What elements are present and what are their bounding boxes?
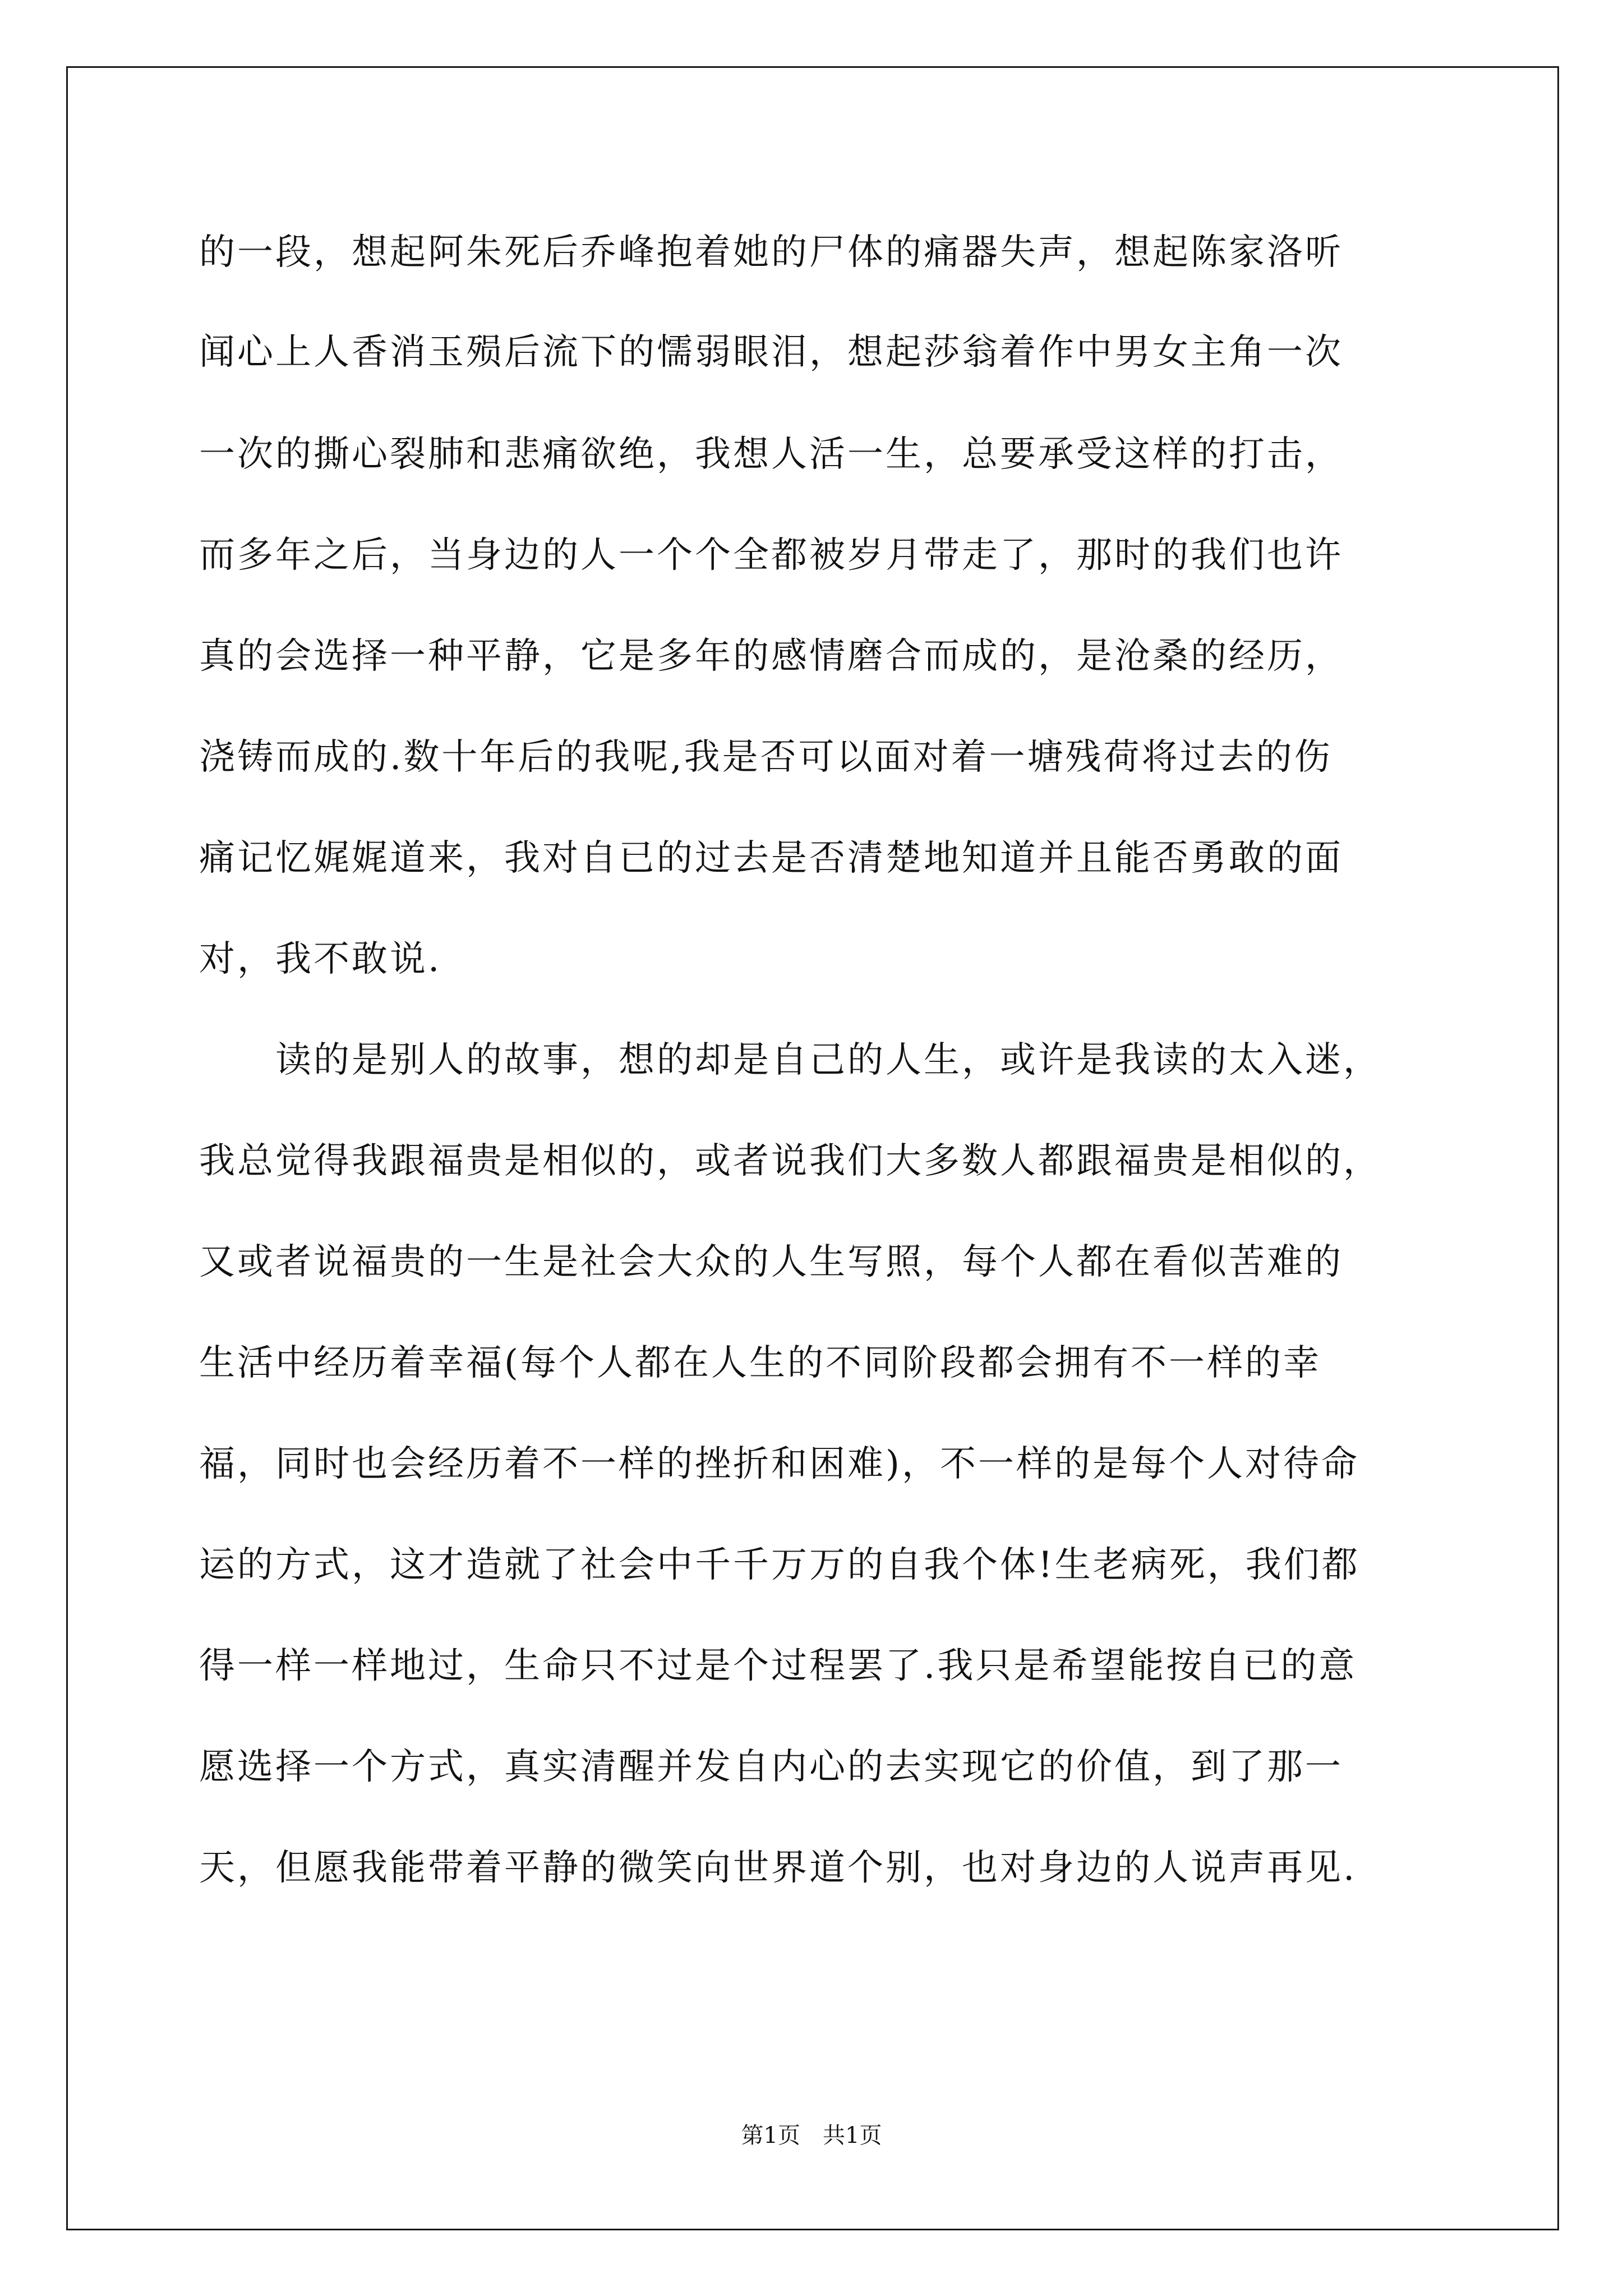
text-line: 而多年之后，当身边的人一个个全都被岁月带走了，那时的我们也许 (199, 535, 1343, 576)
text-line: 的一段，想起阿朱死后乔峰抱着她的尸体的痛器失声，想起陈家洛听 (199, 232, 1343, 273)
text-line: 天，但愿我能带着平静的微笑向世界道个别，也对身边的人说声再见. (199, 1847, 1357, 1889)
text-line: 生活中经历着幸福(每个人都在人生的不同阶段都会拥有不一样的幸 (199, 1342, 1321, 1384)
text-line: 浇铸而成的.数十年后的我呢,我是否可以面对着一塘残荷将过去的伤 (199, 737, 1332, 778)
text-line: 得一样一样地过，生命只不过是个过程罢了.我只是希望能按自已的意 (199, 1645, 1357, 1687)
text-line: 痛记忆娓娓道来，我对自已的过去是否清楚地知道并且能否勇敢的面 (199, 838, 1343, 879)
text-line: 福，同时也会经历着不一样的挫折和困难)，不一样的是每个人对待命 (199, 1443, 1359, 1485)
text-line: 对，我不敢说. (199, 938, 442, 980)
text-line: 又或者说福贵的一生是社会大众的人生写照，每个人都在看似苦难的 (199, 1241, 1343, 1283)
text-line: 运的方式，这才造就了社会中千千万万的自我个体!生老病死，我们都 (199, 1544, 1360, 1586)
text-line: 愿选择一个方式，真实清醒并发自内心的去实现它的价值，到了那一 (199, 1746, 1343, 1788)
text-line: 一次的撕心裂肺和悲痛欲绝，我想人活一生，总要承受这样的打击， (199, 434, 1343, 475)
text-line: 我总觉得我跟福贵是相似的，或者说我们大多数人都跟福贵是相似的， (199, 1140, 1381, 1182)
text-line: 真的会选择一种平静，它是多年的感情磨合而成的，是沧桑的经历， (199, 636, 1343, 677)
text-line: 闻心上人香消玉殒后流下的懦弱眼泪，想起莎翁着作中男女主角一次 (199, 332, 1343, 373)
page-footer: 第1页 共1页 (741, 2123, 882, 2148)
text-line: 读的是别人的故事，想的却是自己的人生，或许是我读的太入迷， (199, 1039, 1381, 1081)
